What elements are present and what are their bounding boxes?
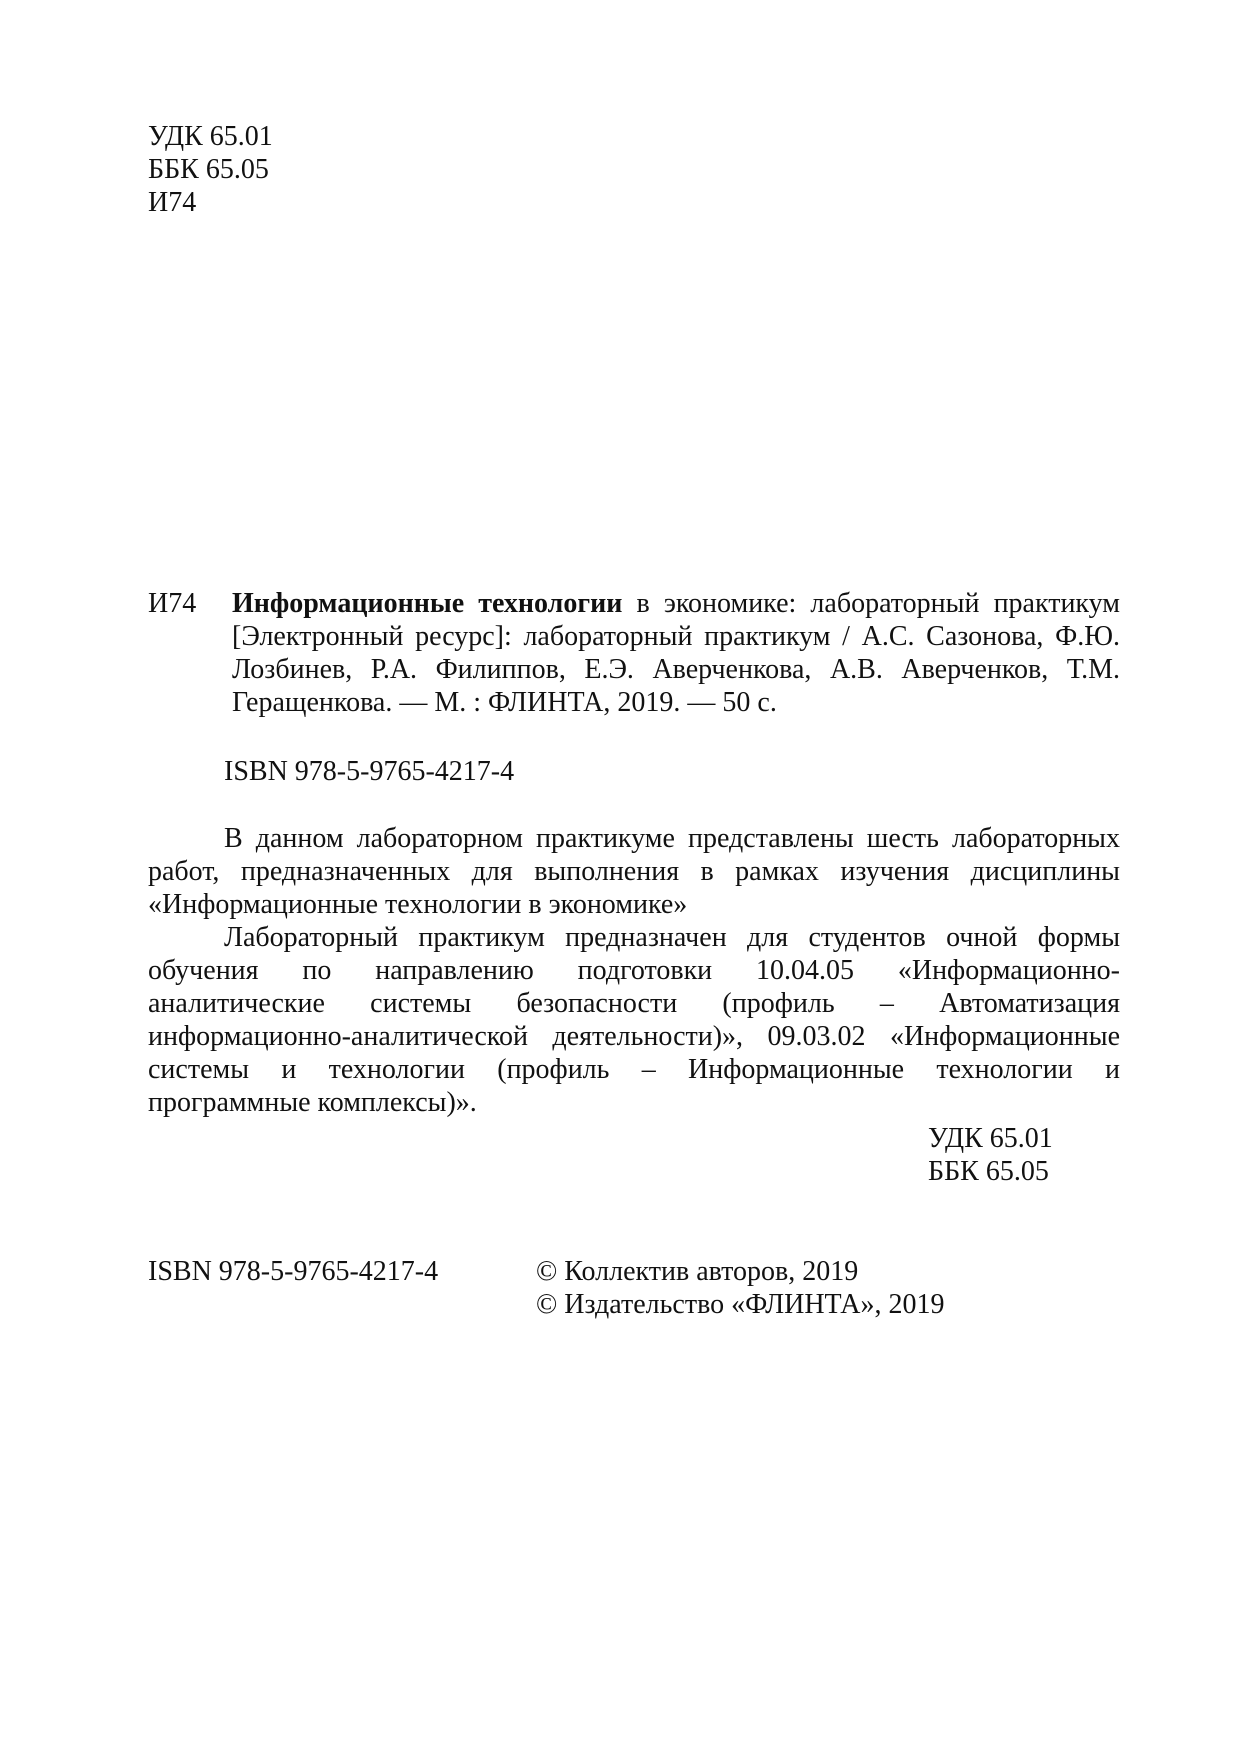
entry-line-4: Геращенкова. — М. : ФЛИНТА, 2019. — 50 с. [232,687,777,718]
bibliographic-entry [148,587,1120,719]
entry-line-1 [232,587,1120,620]
abstract-paragraph-1 [148,822,1120,921]
copyright-publisher: © Издательство «ФЛИНТА», 2019 [536,1289,945,1320]
udk-code: УДК 65.01 [148,121,273,152]
abstract-p1-line: «Информационные технологии в экономике» [148,889,688,920]
copyright-block [536,1255,944,1321]
abstract-p2-line: информационно-аналитической деятельности)», 09.03.02 «Информационные [148,1021,1120,1052]
abstract [148,822,1120,1119]
entry-line-3: Лозбинев, Р.А. Филиппов, Е.Э. Аверченкова, А.В. Аверченков, Т.М. [232,654,1120,685]
udk-code-bottom: УДК 65.01 [928,1123,1053,1154]
abstract-p2-line: системы и технологии (профиль – Информационные технологии и [148,1054,1120,1085]
abstract-p1-line: работ, предназначенных для выполнения в рамках изучения дисциплины [148,856,1120,887]
abstract-paragraph-2 [148,921,1120,1119]
entry-description [232,587,1120,719]
classification-codes-top [148,120,273,219]
abstract-p2-line: программные комплексы)». [148,1087,477,1118]
entry-line-2: [Электронный ресурс]: лабораторный практикум / А.С. Сазонова, Ф.Ю. [232,621,1120,652]
isbn: ISBN 978-5-9765-4217-4 [224,756,515,787]
classification-codes-bottom [928,1122,1053,1188]
book-title: Информационные технологии [232,588,623,619]
abstract-p1-line: В данном лабораторном практикуме представлены шесть лабораторных [224,823,1120,854]
bbk-code-bottom: ББК 65.05 [928,1156,1049,1187]
abstract-p2-line: обучения по направлению подготовки 10.04.05 «Информационно- [148,955,1120,986]
author-mark: И74 [148,187,197,218]
copyright-authors: © Коллектив авторов, 2019 [536,1256,859,1287]
entry-author-mark: И74 [148,588,197,619]
abstract-p2-line: аналитические системы безопасности (профиль – Автоматизация [148,988,1120,1019]
bbk-code: ББК 65.05 [148,154,269,185]
abstract-p2-line: Лабораторный практикум предназначен для студентов очной формы [224,922,1120,953]
book-subtitle: в экономике: лабораторный практикум [622,588,1120,619]
footer-isbn: ISBN 978-5-9765-4217-4 [148,1256,439,1287]
